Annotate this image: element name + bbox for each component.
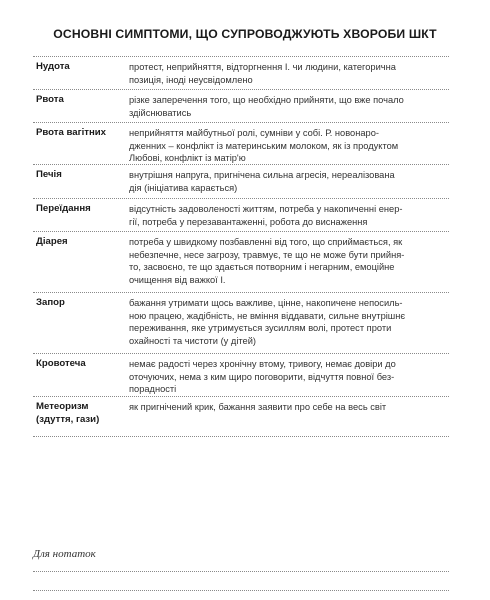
symptom-term: Рвота [36, 94, 64, 105]
symptom-term: Переїдання [36, 203, 91, 214]
symptom-description [129, 127, 447, 165]
notes-line [33, 590, 449, 591]
description-line: небезпечне, несе загрозу, травмує, те що не може бути прийня- [129, 249, 405, 260]
description-line: неприйняття майбутньої ролі, сумніви у собі. Р. новонаро- [129, 128, 379, 138]
symptom-term: Нудота [36, 61, 70, 72]
description-line: немає радості через хронічну втому, тривогу, немає довіри до [129, 359, 396, 369]
description-line: охайності та чистоти (у дітей) [129, 335, 257, 346]
description-line: оточуючих, нема з ким щиро поговорити, відчуття повної без- [129, 371, 395, 382]
description-line: внутрішня напруга, пригнічена сильна агресія, нереалізована [129, 170, 395, 180]
table-row [33, 199, 449, 232]
description-line: ною працею, жадібність, не вміння віддавати, сильне внутрішнє [129, 310, 406, 321]
description-line: позиція, іноді неусвідомлено [129, 74, 253, 85]
description-line: дженних – конфлікт із материнським молоком, як із продуктом [129, 140, 399, 151]
symptom-description [129, 169, 447, 194]
description-line: порадності [129, 384, 177, 395]
symptom-description [129, 358, 447, 396]
description-line: гії, потреба у перезавантаженні, робота до виснаження [129, 216, 368, 227]
symptom-description [129, 203, 447, 228]
notes-label: Для нотаток [33, 548, 96, 560]
symptom-description [129, 61, 447, 86]
table-row [33, 123, 449, 165]
symptom-description [129, 297, 447, 347]
description-line: як пригнічений крик, бажання заявити про себе на весь світ [129, 402, 387, 412]
symptoms-table [33, 56, 449, 437]
description-line: очищення від важкої І. [129, 274, 226, 285]
description-line: різке заперечення того, що необхідно прийняти, що вже почало [129, 95, 404, 105]
description-line: дія (ініціатива карається) [129, 182, 238, 193]
description-line: відсутність задоволеності життям, потреба у накопиченні енер- [129, 204, 403, 214]
table-row [33, 90, 449, 123]
table-row [33, 165, 449, 199]
description-line: потреба у швидкому позбавленні від того, що сприймається, як [129, 237, 403, 247]
description-line: то, засвоєно, те що здається потворним і негарним, емоційне [129, 262, 395, 273]
notes-line [33, 571, 449, 572]
symptom-description [129, 236, 447, 286]
symptom-term: Діарея [36, 236, 68, 247]
description-line: здійснюватись [129, 107, 192, 118]
symptom-term: Печія [36, 169, 62, 180]
table-row [33, 56, 449, 90]
description-line: переживання, яке утримується зусиллям волі, протест проти [129, 323, 392, 334]
description-line: протест, неприйняття, відторгнення І. чи людини, категорична [129, 62, 396, 72]
symptom-term: Метеоризм (здуття, гази) [36, 401, 100, 425]
description-line: бажання утримати щось важливе, цінне, накопичене непосиль- [129, 298, 403, 308]
page-title: ОСНОВНІ СИМПТОМИ, ЩО СУПРОВОДЖУЮТЬ ХВОРОБИ ШКТ [53, 27, 437, 41]
table-row [33, 397, 449, 437]
symptom-term: Рвота вагітних [36, 127, 106, 138]
table-row [33, 293, 449, 354]
description-line: Любові, конфлікт із матір'ю [129, 153, 246, 164]
symptom-description [129, 94, 447, 119]
symptom-description [129, 401, 447, 414]
symptom-term: Запор [36, 297, 65, 308]
symptom-term: Кровотеча [36, 358, 86, 369]
table-row [33, 354, 449, 397]
table-row [33, 232, 449, 293]
